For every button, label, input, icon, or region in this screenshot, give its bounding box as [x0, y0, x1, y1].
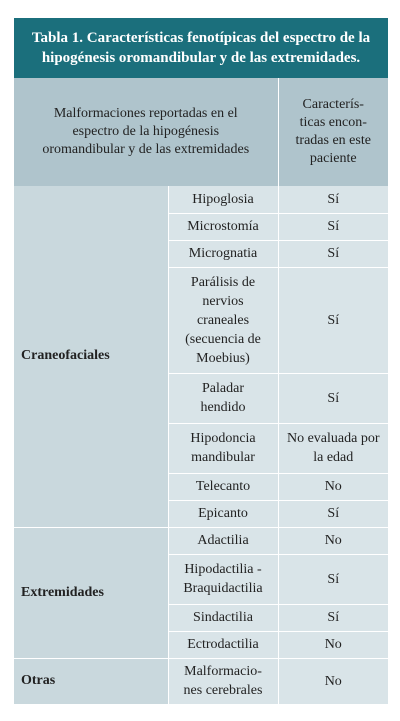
patient-value-cell [278, 500, 388, 527]
table-container [14, 18, 388, 704]
patient-value-cell [278, 631, 388, 658]
feature-cell [168, 473, 278, 500]
feature-cell [168, 658, 278, 704]
patient-value: Sí [327, 312, 340, 328]
group-label: Otras [14, 658, 168, 704]
patient-value-cell [278, 423, 388, 473]
patient-value-cell [278, 658, 388, 704]
patient-value: No [324, 533, 342, 548]
patient-value-cell [278, 527, 388, 554]
feature-cell [168, 213, 278, 240]
header-patient-features: Caracterís-ticas encon-tradas en este paciente [278, 78, 388, 186]
feature-cell [168, 554, 278, 604]
feature-label: Hipoglosia [192, 191, 254, 207]
feature-label: Hipodactilia - Braquidactilia [183, 562, 263, 596]
patient-value: No evaluada por la edad [286, 431, 380, 465]
patient-value: Sí [327, 571, 340, 587]
patient-value-cell [278, 373, 388, 423]
feature-label: Telecanto [195, 479, 251, 494]
patient-value: Sí [327, 219, 340, 234]
feature-label: Micrognatia [188, 246, 258, 261]
phenotype-table [14, 78, 388, 704]
patient-value-cell [278, 240, 388, 267]
patient-value: Sí [327, 390, 340, 406]
feature-cell [168, 500, 278, 527]
patient-value-cell [278, 186, 388, 213]
patient-value: Sí [327, 610, 340, 625]
feature-cell [168, 631, 278, 658]
feature-cell [168, 604, 278, 631]
feature-cell [168, 240, 278, 267]
table-row [14, 527, 388, 554]
feature-label: Hipodoncia mandibular [190, 431, 256, 465]
patient-value: Sí [327, 506, 340, 521]
patient-value-cell [278, 213, 388, 240]
patient-value-cell [278, 604, 388, 631]
feature-label: Paladar hendido [200, 381, 246, 415]
feature-cell [168, 423, 278, 473]
table-row [14, 658, 388, 704]
header-malformations: Malformaciones reportadas en el espectro de la hipogénesis oromandibular y de las extremidades [14, 78, 278, 186]
feature-cell [168, 373, 278, 423]
patient-value-cell [278, 267, 388, 373]
group-label: Craneofaciales [14, 186, 168, 527]
feature-label: Epicanto [198, 506, 248, 521]
feature-cell [168, 186, 278, 213]
patient-value: No [324, 479, 342, 494]
patient-value-cell [278, 473, 388, 500]
patient-value: No [324, 673, 342, 689]
patient-value: Sí [327, 191, 340, 207]
table-row [14, 186, 388, 213]
feature-label: Microstomía [187, 219, 259, 234]
feature-label: Malformacio-nes cerebrales [183, 664, 263, 699]
table-title: Tabla 1. Características fenotípicas del espectro de la hipogénesis oromandibular y de las extremidades. [14, 18, 388, 78]
group-label: Extremidades [14, 527, 168, 658]
patient-value-cell [278, 554, 388, 604]
feature-cell [168, 527, 278, 554]
patient-value: Sí [327, 246, 340, 261]
feature-cell [168, 267, 278, 373]
feature-label: Parálisis de nervios craneales (secuencia de Moebius) [185, 274, 261, 366]
feature-label: Ectrodactilia [187, 637, 259, 652]
feature-label: Adactilia [197, 533, 249, 548]
patient-value: No [324, 637, 342, 652]
feature-label: Sindactilia [193, 610, 253, 625]
